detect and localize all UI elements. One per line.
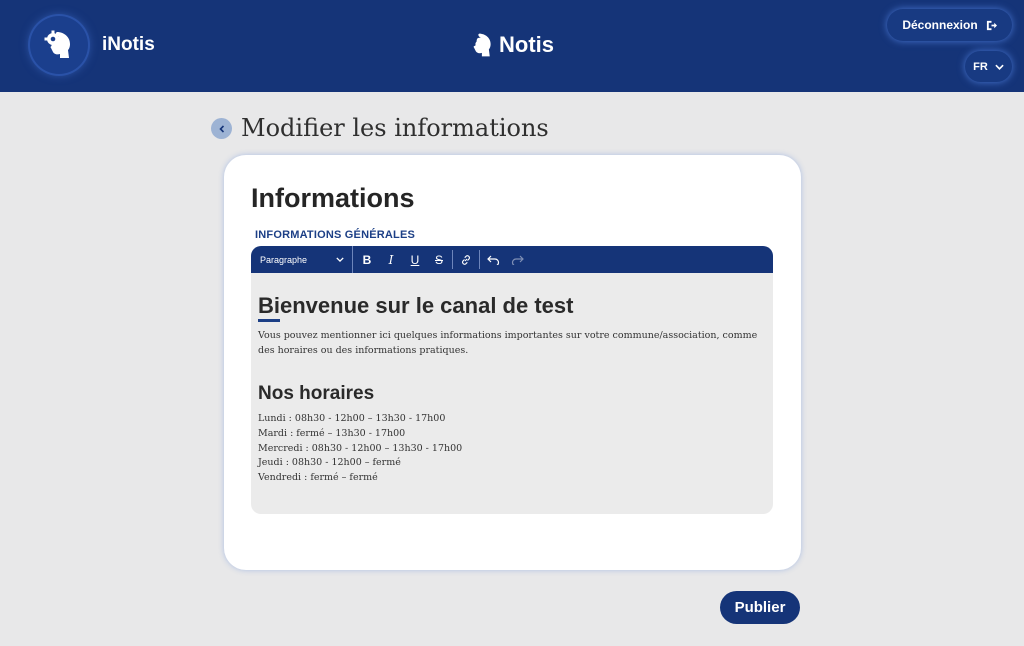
language-label: FR (973, 60, 988, 73)
bold-icon[interactable]: B (362, 252, 372, 267)
chevron-down-icon (995, 64, 1004, 70)
gear-icon[interactable] (43, 29, 63, 49)
app-name: iNotis (102, 34, 155, 55)
underline-icon[interactable]: U (410, 252, 420, 267)
language-select[interactable] (965, 51, 1012, 82)
chevron-left-icon (218, 125, 226, 133)
head-silhouette-icon (467, 30, 495, 60)
app-logo[interactable] (30, 16, 88, 74)
logout-label: Déconnexion (902, 18, 978, 32)
page-title: Modifier les informations (241, 114, 549, 142)
redo-icon[interactable] (505, 246, 529, 273)
card-title: Informations (251, 183, 415, 213)
logout-icon (986, 20, 997, 31)
toolbar-divider (479, 250, 480, 269)
rich-text-editor[interactable] (251, 246, 773, 514)
hours-line: Mardi : fermé – 13h30 - 17h00 (258, 427, 406, 439)
publish-button[interactable]: Publier (720, 591, 800, 624)
undo-icon[interactable] (481, 246, 505, 273)
hours-line: Jeudi : 08h30 - 12h00 – fermé (258, 457, 401, 469)
italic-icon[interactable]: I (388, 252, 394, 267)
hours-line: Vendredi : fermé – fermé (258, 472, 378, 484)
back-button[interactable] (211, 118, 232, 139)
brand-logo (467, 30, 554, 60)
heading-accent-bar (258, 319, 280, 322)
hours-line: Mercredi : 08h30 - 12h00 – 13h30 - 17h00 (258, 442, 463, 454)
strikethrough-icon[interactable]: S (434, 252, 443, 267)
content-heading: Bienvenue sur le canal de test (258, 293, 574, 318)
top-header (0, 0, 1024, 92)
link-icon[interactable] (454, 246, 478, 273)
block-format-select[interactable] (251, 246, 353, 273)
editor-toolbar (251, 246, 773, 273)
logout-button[interactable] (887, 9, 1012, 41)
content-subheading: Nos horaires (258, 383, 375, 404)
hours-line: Lundi : 08h30 - 12h00 – 13h30 - 17h00 (258, 413, 446, 424)
brand-name: Notis (499, 32, 554, 57)
info-card (224, 155, 801, 570)
content-intro: Vous pouvez mentionner ici quelques informations importantes sur votre commune/association, comme des horaires ou des informations pratiques. (258, 330, 758, 356)
toolbar-divider (452, 250, 453, 269)
section-label: INFORMATIONS GÉNÉRALES (255, 229, 416, 241)
block-format-label: Paragraphe (260, 254, 308, 265)
chevron-down-icon (336, 257, 344, 262)
hours-list (258, 412, 462, 486)
